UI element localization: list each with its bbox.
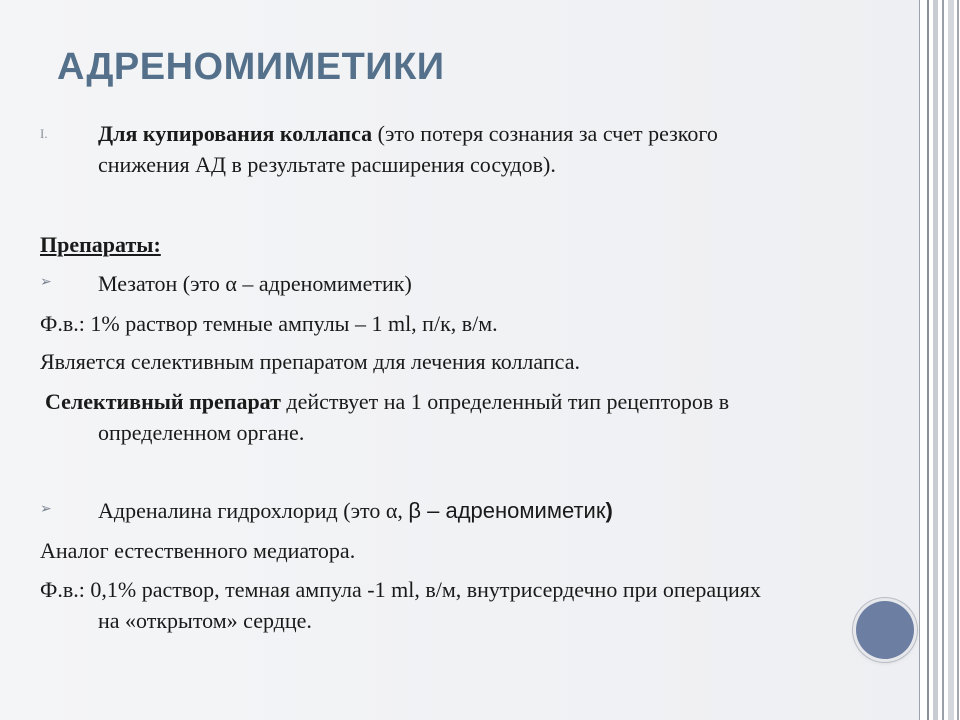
arrow-bullet-icon: ➢ [40,275,52,290]
bullet2-serif-part: Адреналина гидрохлорид (это α, [98,498,409,523]
definition-line2: определенном органе. [98,420,305,445]
arrow-bullet-icon: ➢ [40,502,52,517]
fv1-line: Ф.в.: 1% раствор темные ампулы – 1 ml, п/к, в/м. [40,311,498,336]
fv2-line2: на «открытом» сердце. [98,608,312,633]
definition-rest-text: действует на 1 определенный тип рецепторов в [280,389,730,414]
analog-line: Аналог естественного медиатора. [40,538,356,563]
bullet1-text: Мезатон (это α – адреномиметик) [98,271,412,296]
item1-bold-text: Для купирования коллапса [98,121,373,146]
bullet2-close-paren: ) [605,498,613,523]
decorative-circle [856,601,914,659]
bullet2-text [98,496,613,526]
item1-rest-text: (это потеря сознания за счет резкого [372,121,718,146]
roman-numeral-marker: I. [40,126,48,141]
selective-line: Является селективным препаратом для лечения коллапса. [40,349,580,374]
definition-line1 [45,387,729,417]
definition-bold-text: Селективный препарат [45,389,281,414]
item1-line2: снижения АД в результате расширения сосудов). [98,152,556,177]
item1-line1 [98,119,718,149]
preparations-heading: Препараты: [40,232,161,257]
fv2-line1: Ф.в.: 0,1% раствор, темная ампула -1 ml, в/м, внутрисердечно при операциях [40,577,761,602]
bullet2-sans-part: β – адреномиметик [408,498,606,523]
edge-stripes-decoration [921,0,960,720]
slide-title: АДРЕНОМИМЕТИКИ [57,46,445,88]
